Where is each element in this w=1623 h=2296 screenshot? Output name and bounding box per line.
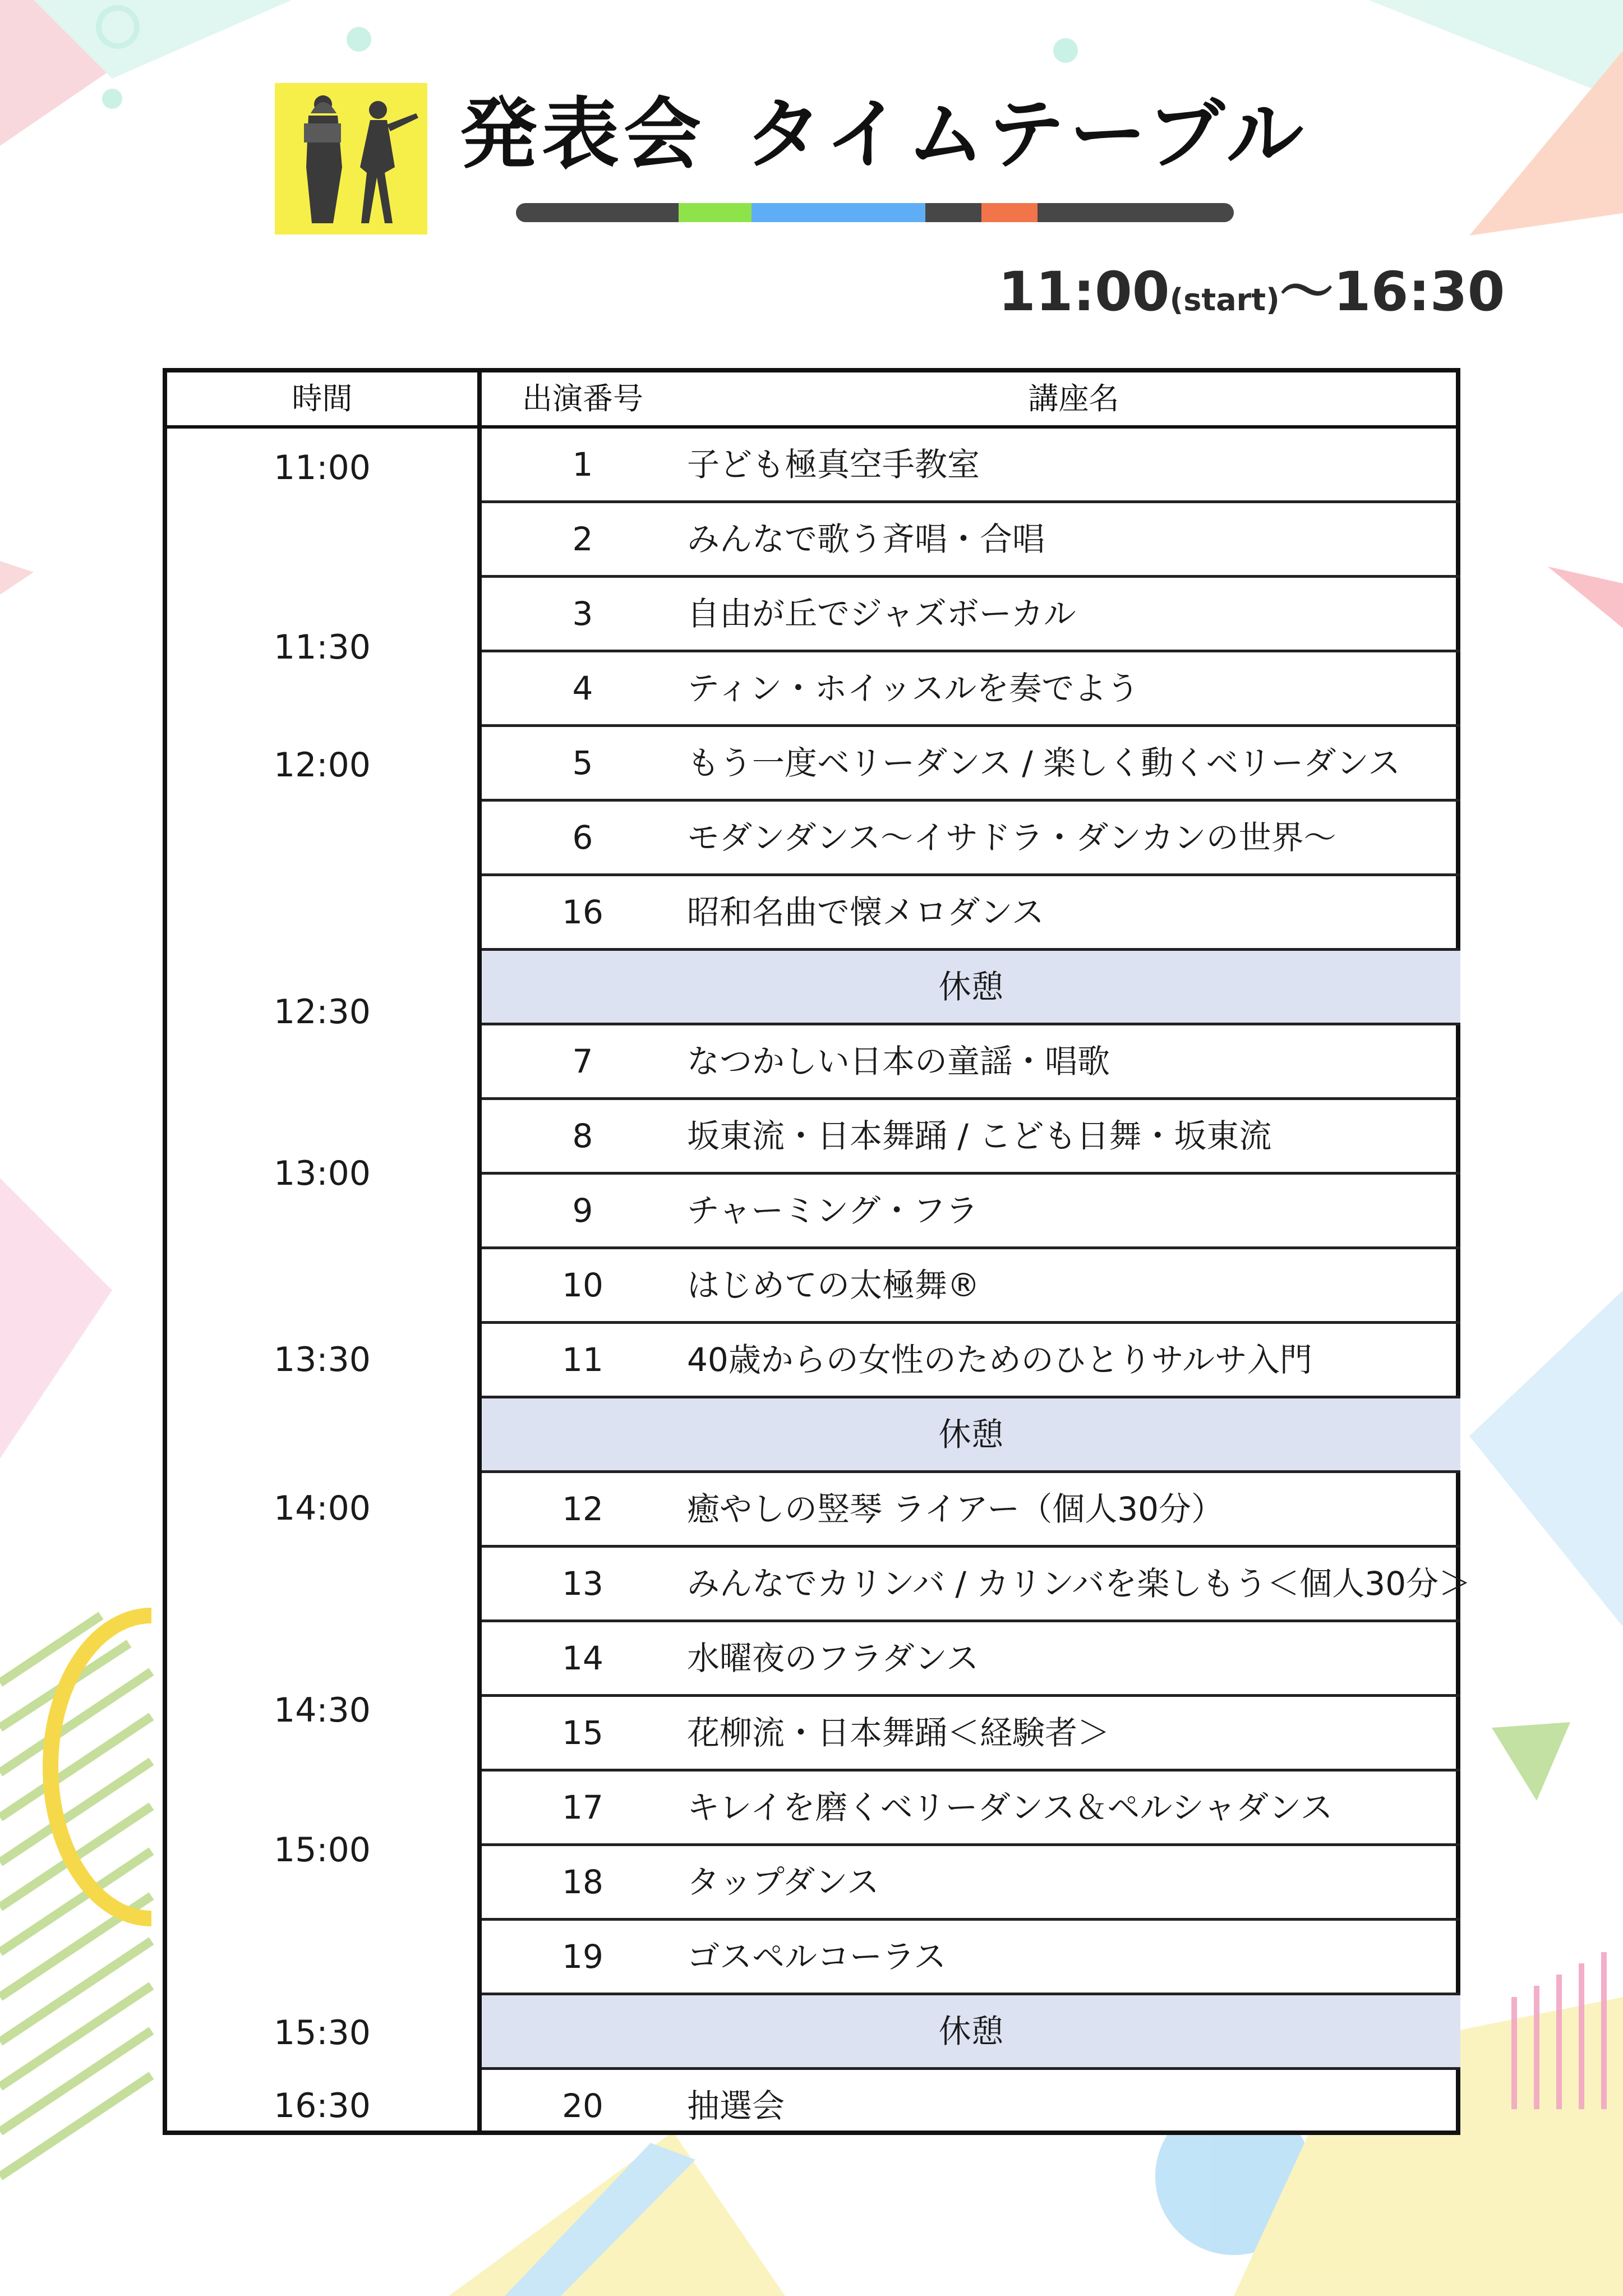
header-number: 出演番号 (522, 381, 643, 416)
course-name: 水曜夜のフラダンス (687, 1639, 979, 1677)
title-color-bar (516, 203, 1234, 222)
course-name: みんなで歌う斉唱・合唱 (687, 520, 1045, 558)
performance-number: 7 (572, 1042, 593, 1080)
course-name: タップダンス (687, 1863, 879, 1901)
dancers-logo (275, 83, 427, 234)
performance-number: 20 (562, 2087, 603, 2125)
performance-number: 3 (572, 595, 593, 633)
table-row (482, 1025, 1460, 1100)
column-divider (477, 372, 482, 2131)
title-bar-segment (679, 203, 751, 222)
performance-number: 2 (572, 520, 593, 558)
course-name: 子ども極真空手教室 (687, 445, 980, 484)
course-name: 自由が丘でジャズボーカル (687, 595, 1076, 633)
title-bar-segment (981, 203, 1038, 222)
time-label: 13:30 (274, 1340, 371, 1379)
course-name: 花柳流・日本舞踊＜経験者＞ (687, 1714, 1110, 1752)
table-row (482, 1175, 1460, 1249)
time-label: 12:00 (274, 746, 371, 785)
title-bar-segment (751, 203, 925, 222)
time-label: 14:00 (274, 1489, 371, 1528)
course-name: ティン・ホイッスルを奏でよう (687, 669, 1140, 707)
course-name: 癒やしの竪琴 ライアー（個人30分） (687, 1490, 1224, 1528)
performance-number: 14 (562, 1639, 603, 1677)
time-label: 14:30 (274, 1691, 371, 1730)
performance-number: 16 (562, 893, 603, 931)
performance-number: 1 (572, 445, 593, 484)
performance-number: 10 (562, 1266, 603, 1304)
table-row (482, 876, 1460, 951)
break-row (482, 1398, 1460, 1473)
course-name: なつかしい日本の童謡・唱歌 (687, 1042, 1110, 1080)
performance-number: 4 (572, 669, 593, 707)
table-row (482, 1324, 1460, 1398)
course-name: もう一度ベリーダンス / 楽しく動くベリーダンス (687, 744, 1401, 782)
dancer-silhouette-icon (275, 83, 427, 234)
time-start: 11:00 (998, 260, 1170, 323)
course-name: ゴスペルコーラス (687, 1938, 947, 1976)
page-title (460, 87, 1308, 182)
performance-number: 6 (572, 818, 593, 857)
break-label: 休憩 (938, 1415, 1004, 1453)
table-row (482, 1622, 1460, 1697)
table-row (482, 2070, 1460, 2145)
table-row (482, 1921, 1460, 1995)
table-row (482, 1249, 1460, 1324)
table-row (482, 727, 1460, 802)
performance-number: 19 (562, 1938, 603, 1976)
table-row (482, 1846, 1460, 1921)
performance-number: 18 (562, 1863, 603, 1901)
time-label: 15:30 (274, 2013, 371, 2053)
break-row (482, 1995, 1460, 2070)
course-name: チャーミング・フラ (687, 1191, 979, 1230)
performance-number: 9 (572, 1191, 593, 1230)
table-row (482, 802, 1460, 876)
break-row (482, 951, 1460, 1025)
table-row (482, 1100, 1460, 1175)
time-label: 13:00 (274, 1154, 371, 1193)
performance-number: 13 (562, 1565, 603, 1603)
time-label: 16:30 (274, 2086, 371, 2125)
time-label: 11:30 (274, 628, 371, 667)
time-label: 11:00 (274, 448, 371, 487)
performance-number: 11 (562, 1341, 603, 1379)
table-row (482, 1548, 1472, 1622)
title-bar-segment (1038, 203, 1234, 222)
table-row (482, 652, 1460, 727)
time-separator: ～ (1279, 260, 1334, 323)
table-row (482, 1772, 1460, 1846)
course-name: 40歳からの女性のためのひとりサルサ入門 (687, 1341, 1312, 1379)
event-time-range (998, 258, 1505, 334)
time-end: 16:30 (1333, 260, 1505, 323)
table-row (482, 1697, 1460, 1772)
break-label: 休憩 (938, 2012, 1004, 2050)
table-row (482, 429, 1460, 503)
performance-number: 12 (562, 1490, 603, 1528)
course-name: 昭和名曲で懐メロダンス (687, 893, 1044, 931)
course-name: キレイを磨くベリーダンス＆ペルシャダンス (687, 1788, 1333, 1826)
title-part2: タイムテーブル (745, 89, 1308, 180)
timetable-header (167, 372, 1456, 429)
title-bar-segment (516, 203, 679, 222)
title-part1: 発表会 (460, 89, 706, 180)
title-bar-segment (925, 203, 981, 222)
performance-number: 5 (572, 744, 593, 782)
performance-number: 8 (572, 1117, 593, 1155)
performance-number: 15 (562, 1714, 603, 1752)
course-name: モダンダンス～イサドラ・ダンカンの世界～ (687, 818, 1336, 857)
table-row (482, 503, 1460, 578)
table-row (482, 578, 1460, 652)
time-start-note: (start) (1169, 282, 1280, 318)
header-time: 時間 (292, 381, 353, 416)
performance-number: 17 (562, 1788, 603, 1826)
course-name: はじめての太極舞® (687, 1266, 980, 1304)
course-name: 坂東流・日本舞踊 / こども日舞・坂東流 (687, 1117, 1272, 1155)
course-name: みんなでカリンバ / カリンバを楽しもう＜個人30分＞ (687, 1565, 1472, 1603)
course-name: 抽選会 (687, 2087, 785, 2125)
break-label: 休憩 (938, 968, 1004, 1006)
timetable (163, 368, 1472, 2135)
time-label: 15:00 (274, 1830, 371, 1870)
time-label: 12:30 (274, 992, 371, 1032)
header-course: 講座名 (1028, 381, 1119, 416)
table-row (482, 1473, 1460, 1548)
